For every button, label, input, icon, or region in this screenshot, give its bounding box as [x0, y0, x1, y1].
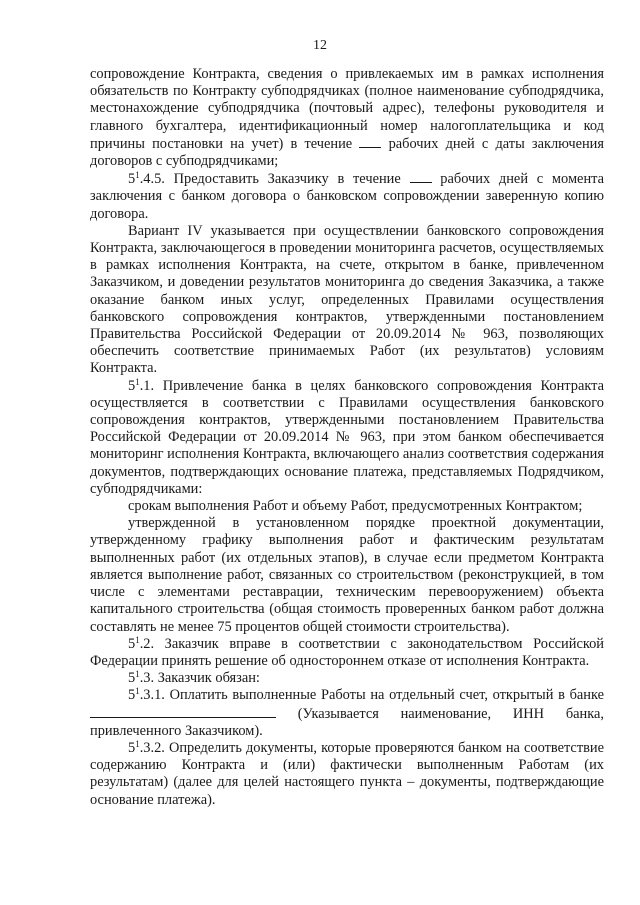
- clause-text: .3.2. Определить документы, которые проверяются банком на соответствие содержанию Контракта и (или) фактически выполненным Работам (их результатам) (далее для целей настоящего пункта – документы, подтверждающие основание платежа).: [90, 739, 604, 808]
- monitoring-item-project-docs: утвержденной в установленном порядке проектной документации, утвержденному графику выполнения работ и фактическим результатам выполненных работ (их отдельных этапов), в случае если предметом Контракта является выполнение работ, связанных со строительством (реконструкцией, в том числе с элементами реставрации, техническим перевооружением) объекта капитального строительства (общая стоимость проверенных банком работ должна составлять не менее 75 процентов общей стоимости строительства).: [90, 515, 604, 635]
- clause-lead-text: .4.5. Предоставить Заказчику в течение: [139, 171, 401, 188]
- clause-number: 5: [128, 635, 136, 652]
- clause-5-1-4-5: [90, 170, 604, 223]
- clause-text: .1. Привлечение банка в целях банковского сопровождения Контракта осуществляется в соответствии с Правилами осуществления банковского сопровождения контрактов, утвержденными постановлением Правительства Российской Федерации от 20.09.2014 № 963, при этом банком обеспечивается мониторинг исполнения Контракта, включающего анализ соответствия содержания документов, подтверждающих основание платежа, представляемых Подрядчиком, субподрядчиками:: [90, 377, 604, 497]
- document-body: [90, 66, 604, 809]
- clause-tail-text: (Указывается наименование, ИНН банка, привлеченного Заказчиком).: [90, 705, 604, 739]
- clause-number: 5: [128, 739, 136, 756]
- clause-lead-text: .3.1. Оплатить выполненные Работы на отдельный счет, открытый в банке: [139, 687, 604, 704]
- clause-superscript: 1: [135, 738, 140, 749]
- clause-number: 5: [128, 687, 136, 704]
- clause-5-1-3-1: [90, 687, 604, 740]
- paragraph-1-tail: рабочих дней с даты заключения договоров с субподрядчиками;: [90, 135, 605, 170]
- blank-bank-field: [90, 705, 276, 718]
- clause-superscript: 1: [135, 669, 140, 680]
- clause-superscript: 1: [135, 686, 140, 697]
- clause-superscript: 1: [135, 634, 140, 645]
- clause-5-1-1: [90, 378, 604, 498]
- clause-5-1-3: [90, 670, 604, 687]
- clause-text: .2. Заказчик вправе в соответствии с законодательством Российской Федерации принять решение об одностороннем отказе от исполнения Контракта.: [90, 635, 604, 669]
- clause-number: 5: [128, 171, 136, 188]
- page-number: 12: [313, 38, 327, 53]
- blank-days-field: [359, 135, 381, 148]
- clause-superscript: 1: [135, 170, 140, 181]
- clause-superscript: 1: [135, 376, 140, 387]
- variant-iv-paragraph: Вариант IV указывается при осуществлении банковского сопровождения Контракта, заключающегося в проведении мониторинга расчетов, осуществляемых в рамках исполнения Контракта, на счете, открытом в банке, привлеченном Заказчиком, и доведении результатов мониторинга до сведения Заказчика, а также оказание банком иных услуг, определенных Правилами осуществления банковского сопровождения контрактов, утвержденными постановлением Правительства Российской Федерации от 20.09.2014 № 963, позволяющих обеспечить соответствие принимаемых Работ (их результатов) условиям Контракта.: [90, 222, 604, 377]
- paragraph-1: [90, 66, 604, 170]
- blank-days-field: [410, 170, 432, 183]
- clause-number: 5: [128, 377, 136, 394]
- paragraph-1-text: сопровождение Контракта, сведения о привлекаемых им в рамках исполнения обязательств по Контракту субподрядчиках (полное наименование субподрядчика, местонахождение субподрядчика (почтовый адрес), телефоны руководителя и главного бухгалтера, идентификационный номер налогоплательщика и код причины постановки на учет) в течение: [90, 66, 604, 152]
- clause-number: 5: [128, 670, 136, 687]
- clause-5-1-3-2: [90, 740, 604, 809]
- monitoring-item-deadlines: срокам выполнения Работ и объему Работ, предусмотренных Контрактом;: [128, 498, 583, 515]
- clause-5-1-2: [90, 636, 604, 670]
- clause-text: .3. Заказчик обязан:: [139, 670, 260, 687]
- clause-tail-text: рабочих дней с момента заключения с банком договора о банковском сопровождении заверенную копию договора.: [90, 171, 604, 222]
